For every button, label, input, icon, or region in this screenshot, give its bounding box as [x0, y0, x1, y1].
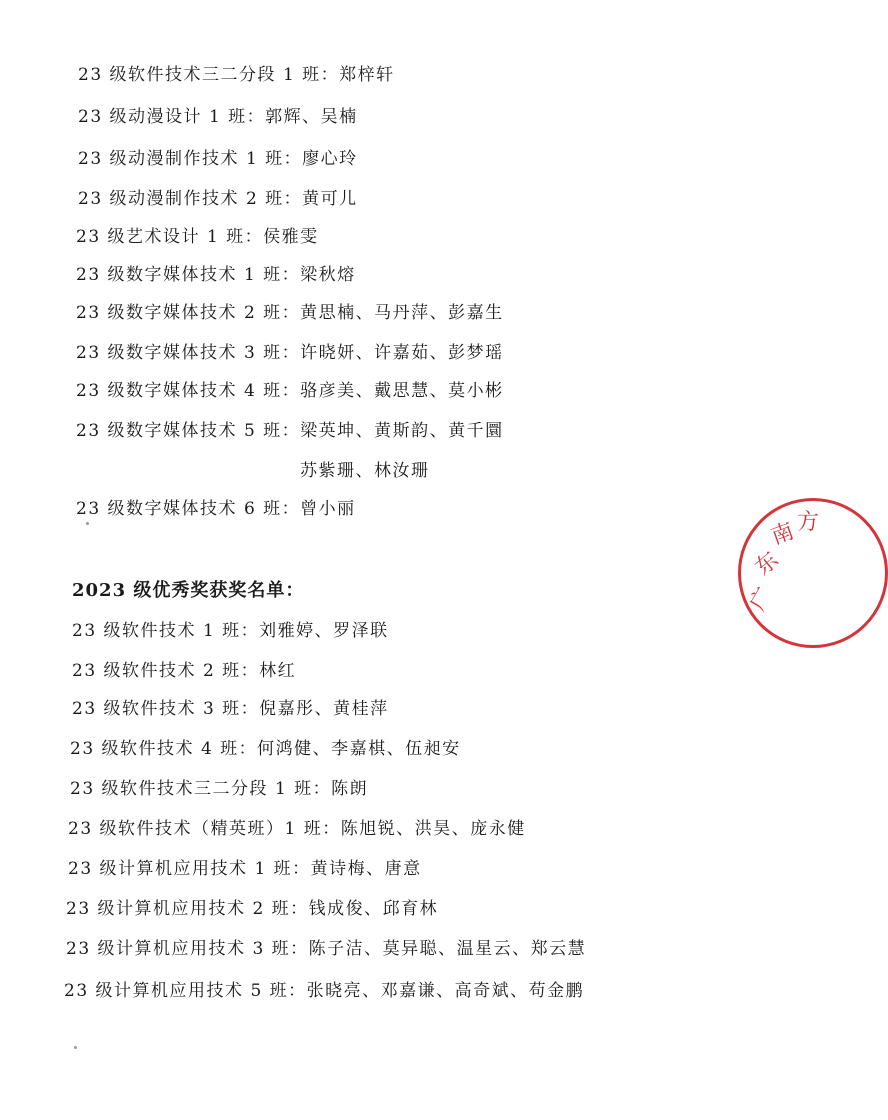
- list-item: 23 级动漫制作技术 1 班：廖心玲: [78, 149, 358, 169]
- list-item: 23 级软件技术 1 班：刘雅婷、罗泽联: [72, 621, 389, 641]
- seal-character: 广: [745, 583, 779, 616]
- scan-speck: [74, 1046, 77, 1049]
- official-seal: [738, 498, 888, 648]
- list-item: 23 级计算机应用技术 1 班：黄诗梅、唐意: [68, 859, 422, 879]
- scan-speck: [86, 522, 89, 525]
- list-item: 23 级软件技术 4 班：何鸿健、李嘉棋、伍昶安: [70, 739, 461, 759]
- list-item: 23 级数字媒体技术 1 班：梁秋熔: [76, 265, 356, 285]
- list-item: 23 级动漫制作技术 2 班：黄可儿: [78, 189, 358, 209]
- list-item: 23 级数字媒体技术 2 班：黄思楠、马丹萍、彭嘉生: [76, 303, 504, 323]
- list-item: 23 级软件技术三二分段 1 班：陈朗: [70, 779, 369, 799]
- list-item: 23 级数字媒体技术 4 班：骆彦美、戴思慧、莫小彬: [76, 381, 504, 401]
- list-item: 23 级软件技术 3 班：倪嘉彤、黄桂萍: [72, 699, 389, 719]
- list-item: 23 级数字媒体技术 5 班：梁英坤、黄斯韵、黄千圜: [76, 421, 504, 441]
- list-item: 23 级数字媒体技术 3 班：许晓妍、许嘉茹、彭梦瑶: [76, 343, 504, 363]
- list-item: 23 级软件技术三二分段 1 班：郑梓轩: [78, 65, 395, 85]
- list-item: 23 级计算机应用技术 2 班：钱成俊、邱育林: [66, 899, 439, 919]
- seal-character: 南: [768, 518, 798, 550]
- section-heading: 2023 级优秀奖获奖名单：: [72, 580, 305, 601]
- list-item: 23 级计算机应用技术 3 班：陈子洁、莫异聪、温星云、郑云慧: [66, 939, 587, 959]
- seal-character: 东: [750, 547, 784, 581]
- list-item: 23 级动漫设计 1 班：郭辉、吴楠: [78, 107, 358, 127]
- list-item: 23 级计算机应用技术 5 班：张晓亮、邓嘉谦、高奇斌、苟金鹏: [64, 981, 585, 1001]
- list-item: 23 级艺术设计 1 班：侯雅雯: [76, 227, 319, 247]
- seal-character: 方: [797, 510, 820, 535]
- list-item-continuation: 苏紫珊、林汝珊: [300, 461, 430, 481]
- list-item: 23 级软件技术（精英班）1 班：陈旭锐、洪昊、庞永健: [68, 819, 526, 839]
- list-item: 23 级数字媒体技术 6 班：曾小丽: [76, 499, 356, 519]
- list-item: 23 级软件技术 2 班：林红: [72, 661, 297, 681]
